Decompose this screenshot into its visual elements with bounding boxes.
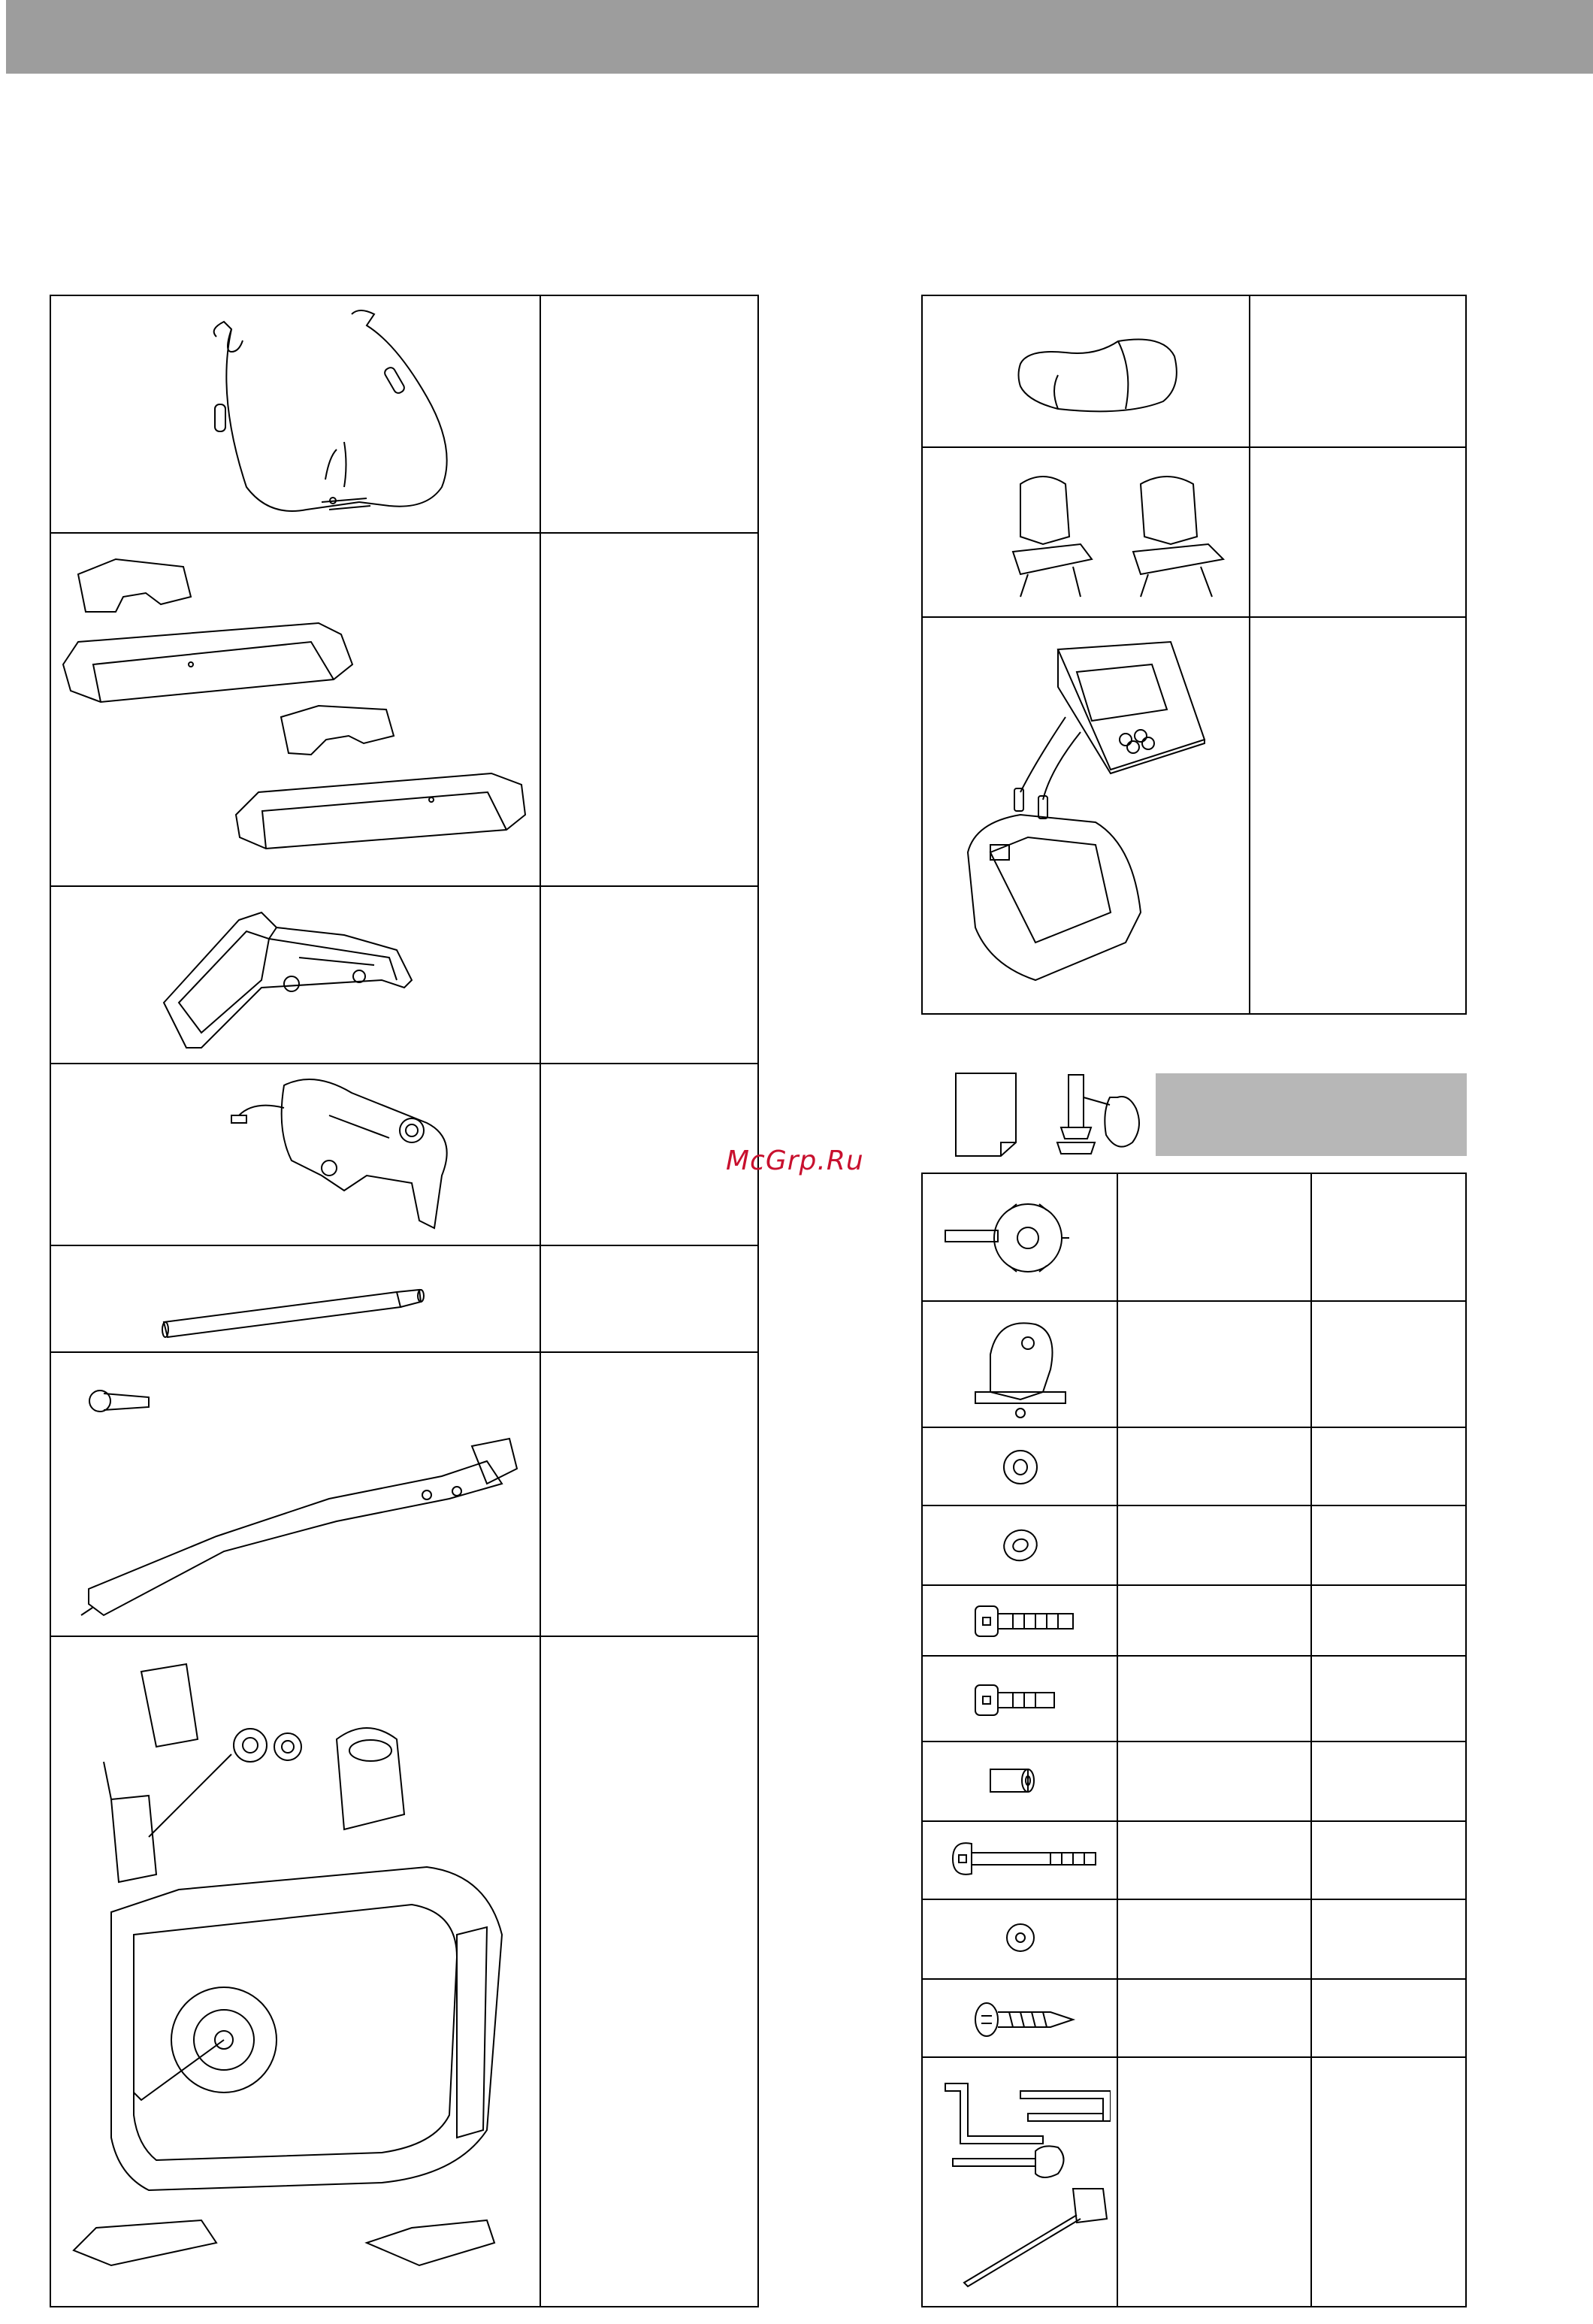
- allen-bolt-long-icon: [968, 1595, 1081, 1648]
- screw-icon: [968, 1993, 1081, 2046]
- allen-bolt-short-icon: [968, 1670, 1066, 1730]
- tools-icon: [938, 2068, 1111, 2294]
- handlebar-mount-icon: [216, 1070, 502, 1237]
- header-bar: [6, 0, 1593, 74]
- parts-table-right: [921, 295, 1467, 1015]
- main-frame-icon: [66, 1649, 532, 2295]
- parts-table-left: [50, 295, 759, 2307]
- hardware-table: [921, 1173, 1467, 2307]
- document-icon: [953, 1070, 1019, 1159]
- spring-washer-icon: [987, 1523, 1054, 1568]
- saddle-icon: [1013, 326, 1186, 424]
- console-icon: [945, 627, 1246, 1003]
- flat-washer-icon: [987, 1445, 1054, 1490]
- handlebar-icon: [201, 307, 502, 525]
- seat-slider-icon: [156, 897, 457, 1055]
- watermark: McGrp.Ru: [726, 1145, 864, 1176]
- hardware-bag-icon: [1046, 1067, 1147, 1159]
- seat-tube-icon: [156, 1266, 457, 1341]
- hardware-label-box: [1156, 1073, 1467, 1156]
- small-washer-icon: [990, 1915, 1050, 1960]
- foot-stabilizer-icon: [56, 552, 537, 875]
- console-mast-icon: [66, 1363, 532, 1626]
- slider-clamp-icon: [960, 1309, 1081, 1422]
- spacer-icon: [975, 1754, 1050, 1807]
- pedals-icon: [998, 469, 1238, 604]
- knob-icon: [938, 1189, 1088, 1287]
- long-bolt-icon: [945, 1832, 1103, 1885]
